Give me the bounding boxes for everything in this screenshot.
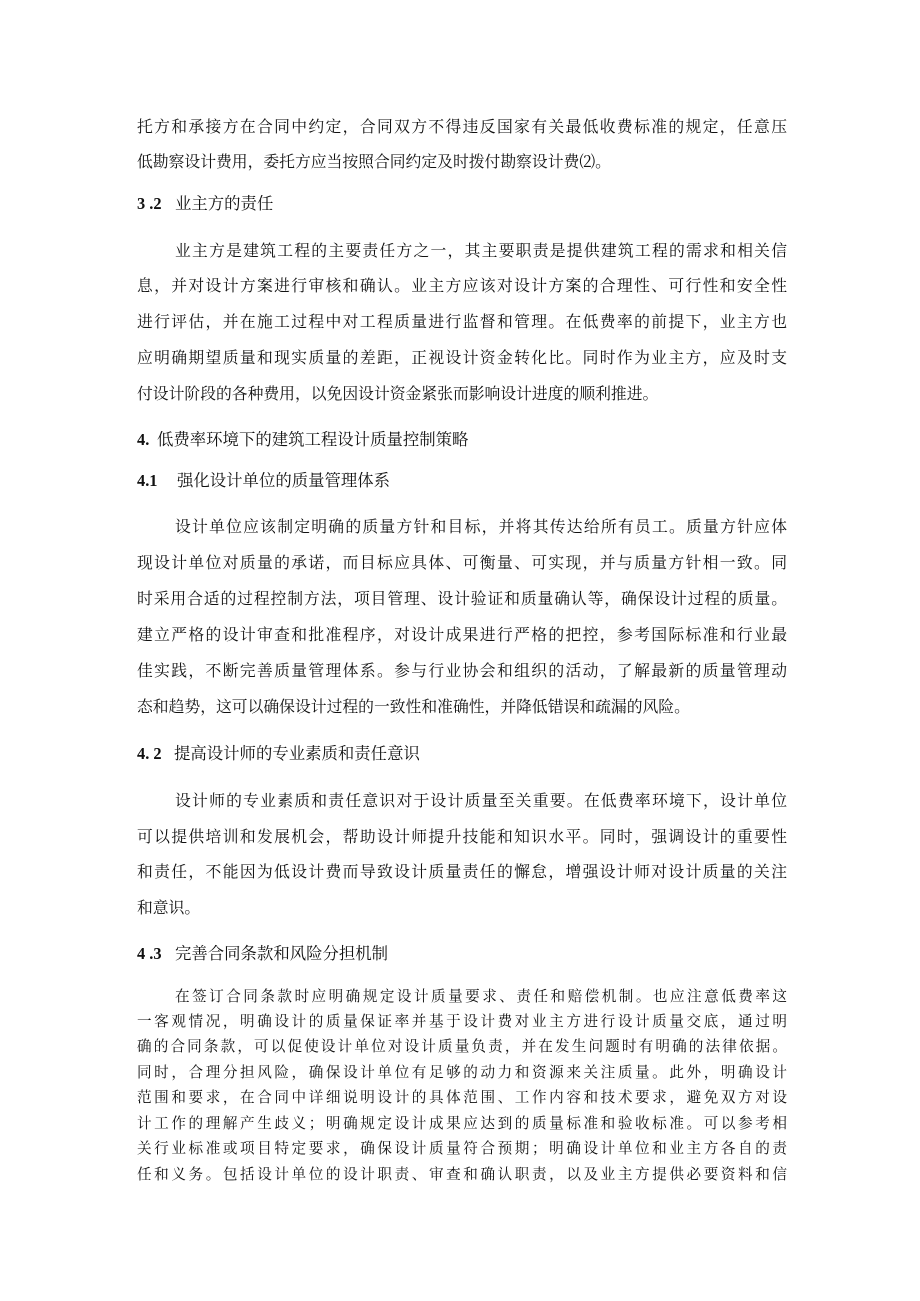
paragraph-line: 态和趋势，这可以确保设计过程的一致性和准确性，并降低错误和疏漏的风险。 — [137, 697, 690, 716]
paragraph-line: 息，并对设计方案进行审核和确认。业主方应该对设计方案的合理性、可行性和安全性 — [137, 276, 787, 295]
paragraph-line: 现设计单位对质量的承诺，而目标应具体、可衡量、可实现，并与质量方针相一致。同 — [137, 553, 787, 572]
paragraph-line: 和意识。 — [137, 898, 201, 917]
section-title: 完善合同条款和风险分担机制 — [175, 944, 389, 963]
paragraph-line: 业主方是建筑工程的主要责任方之一，其主要职责是提供建筑工程的需求和相关信 — [175, 241, 787, 260]
intro-line-2: 低勘察设计费用，委托方应当按照合同约定及时拨付勘察设计费⑵。 — [137, 152, 611, 171]
paragraph-line: 确的合同条款，可以促使设计单位对设计质量负责，并在发生问题时有明确的法律依据。 — [137, 1038, 787, 1055]
section-number: 4 .3 — [137, 944, 162, 963]
paragraph-line: 范围和要求，在合同中详细说明设计的具体范围、工作内容和技术要求，避免双方对设 — [137, 1089, 787, 1106]
section-number: 4. 2 — [137, 744, 162, 763]
section-title: 低费率环境下的建筑工程设计质量控制策略 — [157, 430, 469, 449]
section-heading-4-1 — [137, 470, 757, 492]
paragraph-line: 和责任，不能因为低设计费而导致设计质量责任的懈怠，增强设计师对设计质量的关注 — [137, 862, 787, 881]
paragraph-line: 设计单位应该制定明确的质量方针和目标，并将其传达给所有员工。质量方针应体 — [175, 517, 787, 536]
section-number: 4.1 — [137, 471, 158, 490]
paragraph-line: 可以提供培训和发展机会，帮助设计师提升技能和知识水平。同时，强调设计的重要性 — [137, 827, 787, 846]
section-heading-4 — [137, 429, 757, 451]
paragraph-line: 设计师的专业素质和责任意识对于设计质量至关重要。在低费率环境下，设计单位 — [175, 791, 787, 810]
paragraph-line: 一客观情况，明确设计的质量保证率并基于设计费对业主方进行设计质量交底，通过明 — [137, 1013, 787, 1030]
section-title: 业主方的责任 — [175, 194, 274, 213]
paragraph-line: 计工作的理解产生歧义；明确规定设计成果应达到的质量标准和验收标准。可以参考相 — [137, 1115, 787, 1132]
section-title: 强化设计单位的质量管理体系 — [177, 471, 391, 490]
section-heading-3-2 — [137, 193, 757, 215]
section-number: 3 .2 — [137, 194, 162, 213]
section-number: 4. — [137, 430, 150, 449]
intro-line-1: 托方和承接方在合同中约定，合同双方不得违反国家有关最低收费标准的规定，任意压 — [137, 117, 787, 136]
paragraph-line: 建立严格的设计审查和批准程序，对设计成果进行严格的把控，参考国际标准和行业最 — [137, 625, 787, 644]
section-heading-4-3 — [137, 943, 757, 965]
paragraph-line: 关行业标准或项目特定要求，确保设计质量符合预期；明确设计单位和业主方各自的责 — [137, 1140, 787, 1157]
paragraph-line: 在签订合同条款时应明确规定设计质量要求、责任和赔偿机制。也应注意低费率这 — [175, 988, 787, 1005]
paragraph-line: 任和义务。包括设计单位的设计职责、审查和确认职责，以及业主方提供必要资料和信 — [137, 1166, 787, 1183]
paragraph-line: 同时，合理分担风险，确保设计单位有足够的动力和资源来关注质量。此外，明确设计 — [137, 1064, 787, 1081]
paragraph-line: 进行评估，并在施工过程中对工程质量进行监督和管理。在低费率的前提下，业主方也 — [137, 312, 787, 331]
section-heading-4-2 — [137, 743, 757, 765]
paragraph-line: 时采用合适的过程控制方法，项目管理、设计验证和质量确认等，确保设计过程的质量。 — [137, 589, 787, 608]
paragraph-line: 应明确期望质量和现实质量的差距，正视设计资金转化比。同时作为业主方，应及时支 — [137, 348, 787, 367]
paragraph-line: 付设计阶段的各种费用，以免因设计资金紧张而影响设计进度的顺利推进。 — [137, 384, 659, 403]
section-title: 提高设计师的专业素质和责任意识 — [174, 744, 420, 763]
paragraph-line: 佳实践，不断完善质量管理体系。参与行业协会和组织的活动，了解最新的质量管理动 — [137, 661, 787, 680]
